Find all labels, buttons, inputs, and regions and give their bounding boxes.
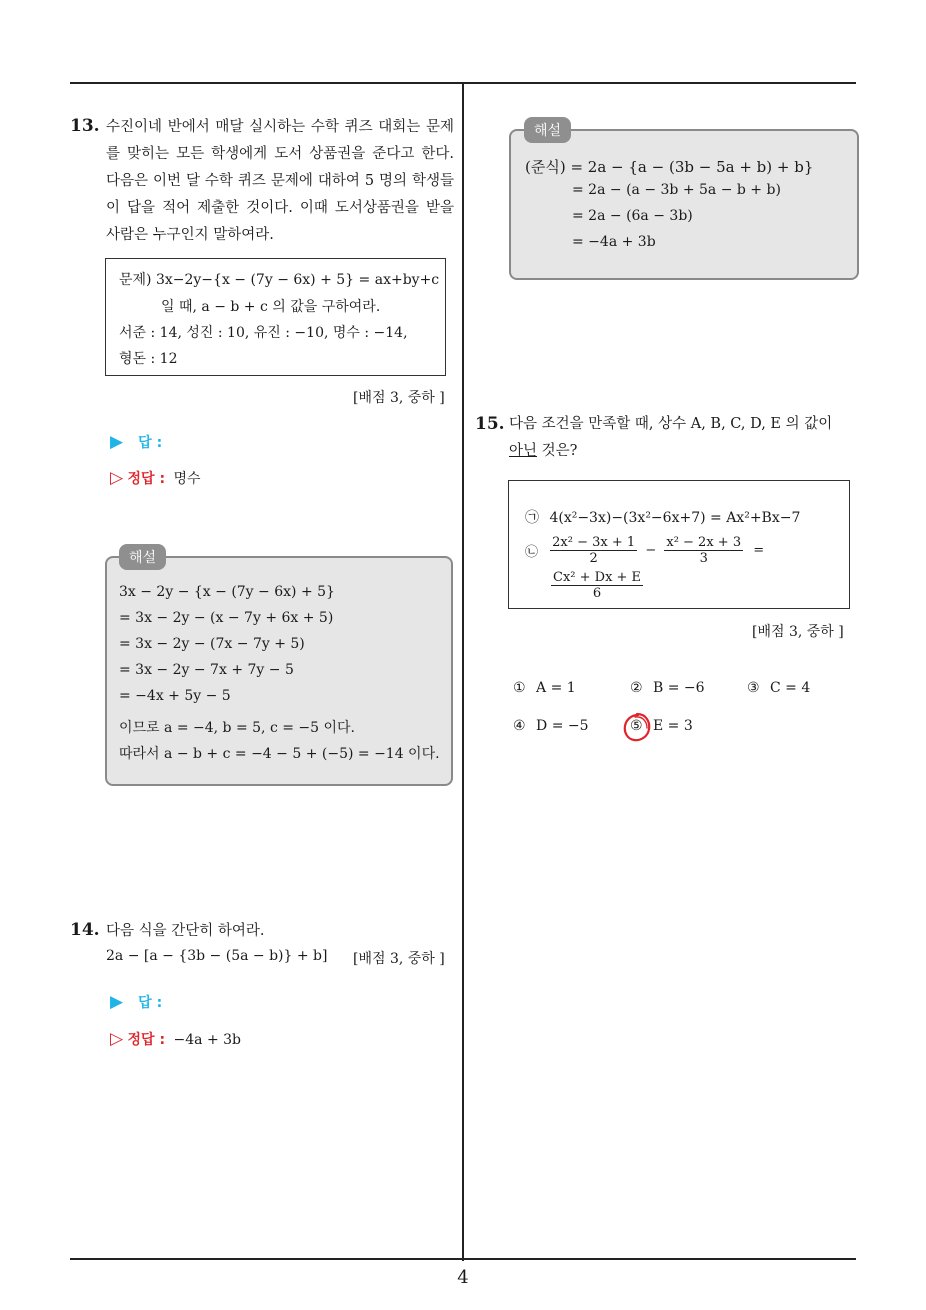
- q13-expl-line-6: 따라서 a − b + c = −4 − 5 + (−5) = −14 이다.: [119, 746, 440, 762]
- q13-problem-box: [105, 258, 446, 376]
- q15-number: 15.: [475, 414, 505, 434]
- q15-cond2: [525, 535, 764, 566]
- q15-cond1-expr: 4(x²−3x)−(3x²−6x+7) = Ax²+Bx−7: [549, 510, 801, 526]
- q15-frac2-den: 3: [699, 551, 708, 566]
- bottom-rule: [70, 1258, 856, 1260]
- q13-box-line2: 일 때, a − b + c 의 값을 구하여라.: [161, 299, 381, 315]
- q15-text-line2: [509, 438, 577, 465]
- choice-text: B = −6: [653, 680, 705, 696]
- q13-answer-row: [110, 432, 162, 452]
- q13-answer-label: 답 :: [138, 435, 163, 451]
- q15-choice-4[interactable]: [513, 718, 589, 734]
- q13-expl-line-4: = −4x + 5y − 5: [119, 688, 231, 704]
- q13-score: [배점 3, 중하 ]: [353, 390, 445, 406]
- q14-expl-line-1: = 2a − (a − 3b + 5a − b + b): [572, 182, 781, 198]
- q13-correct-row: [110, 468, 201, 488]
- q15-cond1: [525, 507, 800, 527]
- answer-arrow-icon: ▶: [110, 432, 124, 452]
- choice-mark: ①: [513, 680, 526, 696]
- q13-expl-line-5: 이므로 a = −4, b = 5, c = −5 이다.: [119, 720, 355, 736]
- q15-frac2: [664, 535, 743, 566]
- q14-score: [배점 3, 중하 ]: [353, 951, 445, 967]
- q14-number: 14.: [70, 920, 100, 940]
- choice-mark: ⑤: [630, 718, 643, 734]
- q14-answer-label: 답 :: [138, 995, 163, 1011]
- q15-choice-3[interactable]: [747, 680, 810, 696]
- q13-expl-line-2: = 3x − 2y − (7x − 7y + 5): [119, 636, 305, 652]
- q13-text: 수진이네 반에서 매달 실시하는 수학 퀴즈 대회는 문제를 맞히는 모든 학생에게 도서 상품권을 준다고 한다. 다음은 이번 달 수학 퀴즈 문제에 대하여 5 명의 학생들이 답을 적어 제출한 것이다. 이때 도서상품권을 받을 사람은 누구인지 말하여라.: [106, 119, 454, 243]
- page-number: 4: [457, 1267, 469, 1288]
- choice-text: A = 1: [536, 680, 576, 696]
- q15-frac1: [550, 535, 637, 566]
- q13-expl-line-1: = 3x − 2y − (x − 7y + 6x + 5): [119, 610, 334, 626]
- q14-correct-label: 정답 :: [127, 1032, 166, 1048]
- q13-number: 13.: [70, 116, 100, 136]
- q15-score: [배점 3, 중하 ]: [752, 624, 844, 640]
- q13-box-line1: 문제) 3x−2y−{x − (7y − 6x) + 5} = ax+by+c: [119, 272, 440, 288]
- q15-equals: =: [753, 543, 765, 558]
- choice-mark: ④: [513, 718, 526, 734]
- q14-expl-line-0: (준식) = 2a − {a − (3b − 5a + b) + b}: [525, 158, 814, 176]
- correct-triangle-icon: ▷: [110, 1029, 124, 1049]
- q14-correct-value: −4a + 3b: [173, 1032, 241, 1048]
- q14-explanation-box: [509, 129, 859, 280]
- q13-expl-line-0: 3x − 2y − {x − (7y − 6x) + 5}: [119, 584, 335, 600]
- q13-box-line3: 서준 : 14, 성진 : 10, 유진 : −10, 명수 : −14,: [119, 325, 408, 341]
- q15-cond1-mark: ㉠: [525, 510, 539, 526]
- q14-answer-row: [110, 992, 162, 1012]
- q15-choice-2[interactable]: [630, 680, 705, 696]
- q14-expl-line-2: = 2a − (6a − 3b): [572, 208, 693, 224]
- q14-expression: 2a − [a − {3b − (5a − b)} + b]: [106, 948, 328, 964]
- q15-underlined-word: 아닌: [509, 443, 538, 459]
- choice-text: C = 4: [770, 680, 811, 696]
- q15-condition-box: [508, 480, 850, 609]
- q13-expl-line-3: = 3x − 2y − 7x + 7y − 5: [119, 662, 294, 678]
- choice-text: E = 3: [653, 718, 693, 734]
- q13-box-line4: 형돈 : 12: [119, 351, 178, 367]
- q13-correct-label: 정답 :: [127, 471, 166, 487]
- q15-text-rest: 것은?: [537, 443, 578, 459]
- column-divider: [462, 83, 464, 1261]
- q15-minus: −: [645, 543, 657, 558]
- choice-mark: ②: [630, 680, 643, 696]
- q15-text-line1: 다음 조건을 만족할 때, 상수 A, B, C, D, E 의 값이: [509, 416, 833, 432]
- answer-arrow-icon: ▶: [110, 992, 124, 1012]
- q15-frac3-den: 6: [592, 586, 602, 601]
- q15-frac1-den: 2: [589, 551, 598, 566]
- q14-correct-row: [110, 1029, 241, 1049]
- q14-text: 다음 식을 간단히 하여라.: [106, 923, 265, 939]
- q13-explanation-tag: 해설: [119, 544, 166, 570]
- q15-frac3: [551, 570, 643, 601]
- q15-frac3-num: Cx² + Dx + E: [553, 570, 642, 585]
- q15-frac1-num: 2x² − 3x + 1: [552, 535, 636, 550]
- q15-cond2-mark: ㉡: [525, 545, 539, 560]
- q15-cond2-rhs: [551, 570, 643, 601]
- choice-text: D = −5: [536, 718, 589, 734]
- choice-mark: ③: [747, 680, 760, 696]
- q14-expl-line-3: = −4a + 3b: [572, 234, 656, 250]
- q15-frac2-num: x² − 2x + 3: [666, 535, 742, 550]
- selected-circle-icon: [621, 711, 653, 743]
- q13-correct-value: 명수: [173, 471, 201, 487]
- q15-choice-1[interactable]: [513, 680, 576, 696]
- q14-explanation-tag: 해설: [524, 117, 571, 143]
- correct-triangle-icon: ▷: [110, 468, 124, 488]
